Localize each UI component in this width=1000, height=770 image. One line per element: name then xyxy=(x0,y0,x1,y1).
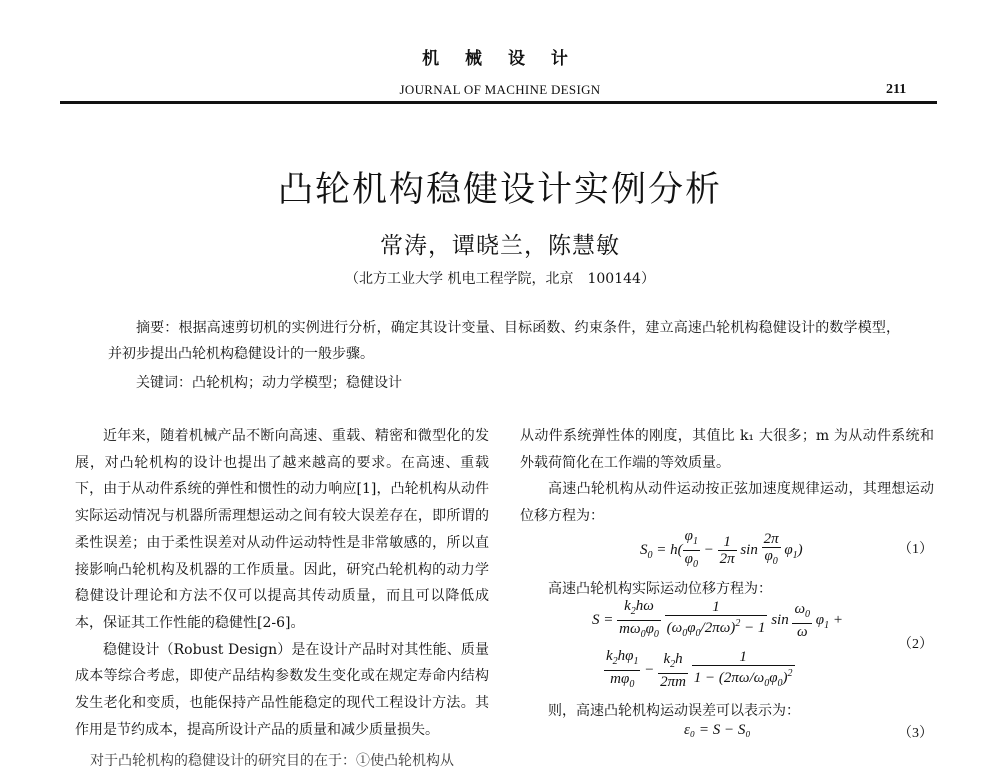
equation-1: $S_0 = h$( $\frac{\varphi_1}{\varphi_0}$ − $\frac{1}{2\pi}$ sin $\frac{2\pi}{\varphi_0}$ $\varphi_1$) xyxy=(640,528,803,570)
body-paragraph: 从动件系统弹性体的刚度，其值比 k₁ 大很多；m 为从动件系统和外载荷简化在工作端的等效质量。 xyxy=(520,428,934,471)
abstract: 摘要：根据高速剪切机的实例进行分析，确定其设计变量、目标函数、约束条件，建立高速凸轮机构稳健设计的数学模型，并初步提出凸轮机构稳健设计的一般步骤。 xyxy=(108,320,900,362)
body-paragraph: 近年来，随着机械产品不断向高速、重载、精密和微型化的发展，对凸轮机构的设计也提出了越来越高的要求。在高速、重载下，由于从动件系统的弹性和惯性的动力响应[1]，凸轮机构从动件实际运动情况与机器所需理想运动之间有较大误差存在，即所谓的柔性误差；由于柔性误差对从动件运动特性是非常敏感的，所以直接影响凸轮机构及机器的工作质量。因此，研究凸轮机构的动力学稳健设计理论和方法不仅可以提高其传动质量，而且可以降低成本，保证其工作性能的稳健性[2-6]。 xyxy=(75,428,489,631)
journal-name-en: JOURNAL OF MACHINE DESIGN xyxy=(399,82,601,97)
equation-2-number: （2） xyxy=(898,637,933,652)
keywords: 关键词：凸轮机构；动力学模型；稳健设计 xyxy=(136,375,402,391)
body-paragraph: 则，高速凸轮机构运动误差可以表示为： xyxy=(548,703,800,719)
body-paragraph: 高速凸轮机构从动件运动按正弦加速度规律运动，其理想运动位移方程为： xyxy=(520,481,934,525)
equation-2-line2: $\frac{k_2h\varphi_1}{m\varphi_0}$ − $\frac{k_2h}{2\pi m}$ $\frac{1}{1 - (2\pi\omega/\omega_0\varphi_0)^2}$ xyxy=(606,648,793,690)
header-rule xyxy=(60,101,937,104)
paper-authors: 常涛，谭晓兰，陈慧敏 xyxy=(380,233,620,259)
left-column xyxy=(75,423,489,743)
equation-1-number: （1） xyxy=(898,542,933,557)
body-paragraph: 稳健设计（Robust Design）是在设计产品时对其性能、质量成本等综合考虑，即使产品结构参数发生变化或在规定寿命内结构发生老化和变质，也能保持产品性能稳定的现代工程设计方法。其作用是节约成本，提高所设计产品的质量和减少质量损失。 xyxy=(75,641,489,738)
page-number: 211 xyxy=(886,82,907,97)
right-column xyxy=(520,423,934,530)
body-paragraph: 高速凸轮机构实际运动位移方程为： xyxy=(548,581,772,597)
paper-affiliation: （北方工业大学 机电工程学院，北京 100144） xyxy=(345,271,655,287)
clipped-line: 对于凸轮机构的稳健设计的研究目的在于：①使凸轮机构从 xyxy=(90,753,454,769)
paper-title: 凸轮机构稳健设计实例分析 xyxy=(277,170,722,210)
equation-2-line1: S = $\frac{k_2h\omega}{m\omega_0\varphi_0}$ $\frac{1}{(\omega_0\varphi_0/2\pi\omega)^2 - 1}$ sin $\frac{\omega_0}{\omega}$ $\varphi_1$ + xyxy=(592,598,843,640)
equation-3: ε₀ = S − S₀ xyxy=(684,722,751,738)
journal-name-cn: 机 械 设 计 xyxy=(422,49,578,69)
equation-3-number: （3） xyxy=(898,726,933,741)
